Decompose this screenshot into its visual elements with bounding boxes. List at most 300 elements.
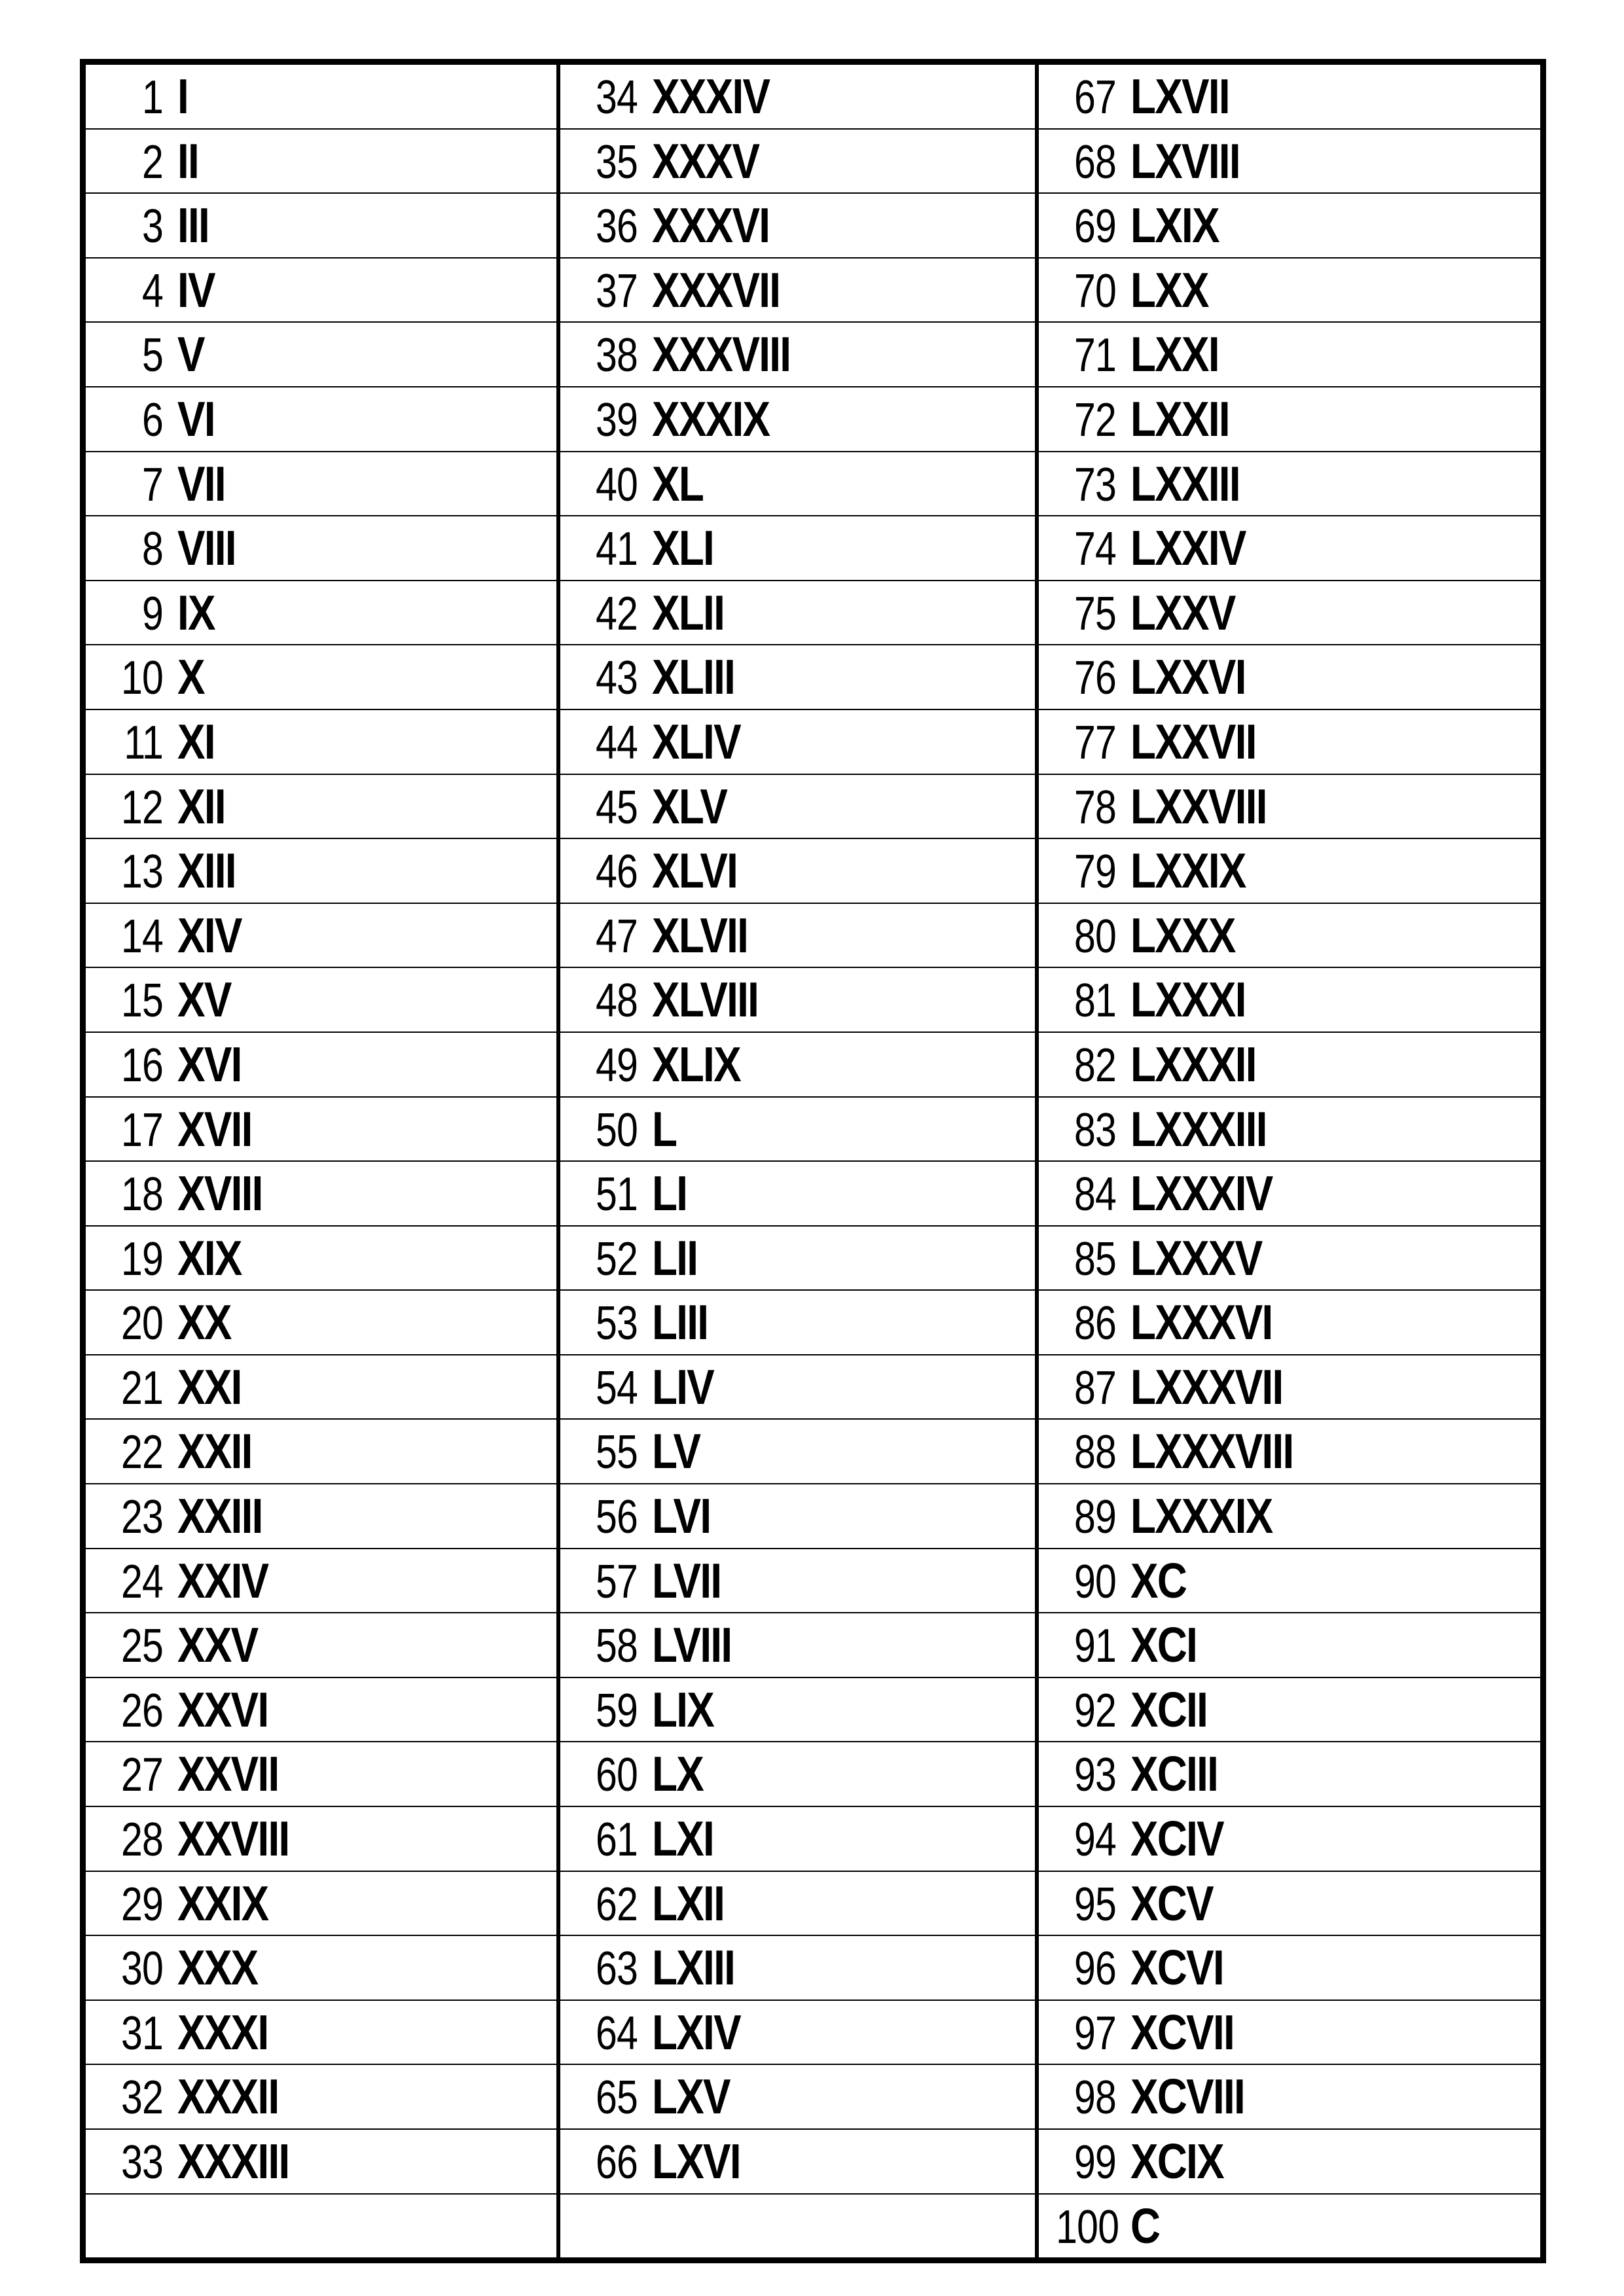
numeral-cell[interactable] <box>558 322 1037 387</box>
numeral-cell[interactable] <box>1037 967 1543 1032</box>
numeral-pair <box>86 1355 556 1419</box>
numeral-pair <box>560 323 1035 386</box>
arabic-number: 25 <box>120 1620 163 1673</box>
numeral-cell[interactable] <box>558 129 1037 194</box>
numeral-cell[interactable] <box>1037 452 1543 516</box>
numeral-cell[interactable] <box>558 581 1037 645</box>
roman-numeral: XCVI <box>1130 1940 1223 1996</box>
numeral-cell[interactable] <box>558 967 1037 1032</box>
arabic-number: 6 <box>141 393 163 446</box>
numeral-pair <box>86 1291 556 1354</box>
numeral-cell[interactable] <box>83 709 558 774</box>
numeral-cell[interactable] <box>83 1290 558 1355</box>
numeral-pair <box>560 2001 1035 2064</box>
arabic-number: 72 <box>1074 393 1116 446</box>
roman-numeral: XLIX <box>651 1036 740 1092</box>
roman-numeral: XXIX <box>177 1875 268 1931</box>
arabic-number: 76 <box>1074 652 1116 705</box>
numeral-pair <box>1039 1613 1541 1677</box>
numeral-cell[interactable] <box>1037 1613 1543 1677</box>
numeral-cell[interactable] <box>83 1097 558 1162</box>
numeral-pair <box>560 1613 1035 1677</box>
numeral-pair <box>560 2130 1035 2193</box>
arabic-number: 97 <box>1074 2007 1116 2060</box>
table-row <box>83 1226 1543 1291</box>
numeral-pair <box>560 710 1035 774</box>
roman-numeral: XXXI <box>177 2004 268 2060</box>
arabic-number: 27 <box>120 1749 163 1802</box>
roman-numeral: XII <box>177 778 225 834</box>
numeral-cell[interactable] <box>558 774 1037 839</box>
numeral-cell[interactable] <box>83 1742 558 1806</box>
numeral-cell[interactable] <box>83 129 558 194</box>
numeral-pair <box>560 452 1035 516</box>
numeral-pair <box>560 1742 1035 1806</box>
numeral-cell[interactable] <box>83 2000 558 2065</box>
numeral-cell[interactable] <box>83 516 558 581</box>
roman-numeral: LXV <box>651 2069 730 2125</box>
arabic-number: 60 <box>595 1749 638 1802</box>
arabic-number: 94 <box>1074 1814 1116 1867</box>
numeral-cell[interactable] <box>83 387 558 452</box>
numeral-cell[interactable] <box>558 1549 1037 1613</box>
numeral-cell[interactable] <box>1037 1161 1543 1226</box>
numeral-cell[interactable] <box>83 645 558 709</box>
roman-numeral: XLVIII <box>651 972 758 1028</box>
numeral-cell[interactable] <box>558 1742 1037 1806</box>
numeral-cell[interactable] <box>558 193 1037 258</box>
numeral-pair <box>1039 968 1541 1031</box>
arabic-number: 35 <box>595 135 638 188</box>
numeral-pair <box>560 968 1035 1031</box>
table-row <box>83 516 1543 581</box>
roman-numeral: LIX <box>651 1681 713 1737</box>
numeral-cell[interactable] <box>1037 193 1543 258</box>
numeral-pair <box>560 1936 1035 2000</box>
roman-numeral: LII <box>651 1230 697 1285</box>
numeral-cell[interactable] <box>558 2129 1037 2194</box>
numeral-pair <box>86 323 556 386</box>
table-row <box>83 645 1543 709</box>
table-row <box>83 1355 1543 1420</box>
numeral-cell[interactable] <box>1037 1742 1543 1806</box>
numeral-cell[interactable] <box>1037 1935 1543 2000</box>
numeral-pair <box>86 1033 556 1096</box>
table-row <box>83 387 1543 452</box>
numeral-cell[interactable] <box>558 1355 1037 1420</box>
roman-numeral: LXXI <box>1130 327 1219 382</box>
numeral-pair <box>560 1678 1035 1742</box>
arabic-number: 4 <box>141 264 163 317</box>
numeral-pair <box>1039 130 1541 193</box>
roman-numeral: LXXVIII <box>1130 778 1267 834</box>
numeral-cell[interactable] <box>83 193 558 258</box>
arabic-number: 98 <box>1074 2072 1116 2125</box>
roman-numeral: XVII <box>177 1101 252 1157</box>
numeral-cell[interactable] <box>1037 1549 1543 1613</box>
numeral-cell[interactable] <box>558 1161 1037 1226</box>
numeral-cell[interactable] <box>558 645 1037 709</box>
numeral-pair <box>1039 259 1541 322</box>
arabic-number: 43 <box>595 652 638 705</box>
arabic-number: 79 <box>1074 846 1116 899</box>
numeral-cell[interactable] <box>558 1226 1037 1291</box>
table-row <box>83 1613 1543 1677</box>
arabic-number: 90 <box>1074 1555 1116 1608</box>
roman-numeral: VII <box>177 456 225 511</box>
numeral-pair <box>560 904 1035 967</box>
numeral-cell[interactable] <box>1037 1677 1543 1742</box>
roman-numeral: LXXVII <box>1130 713 1256 769</box>
numeral-cell[interactable] <box>558 1097 1037 1162</box>
arabic-number: 28 <box>120 1814 163 1867</box>
roman-numeral: LXXXV <box>1130 1230 1262 1285</box>
numeral-cell[interactable] <box>1037 2194 1543 2261</box>
numeral-cell[interactable] <box>1037 516 1543 581</box>
arabic-number: 37 <box>595 264 638 317</box>
arabic-number: 96 <box>1074 1943 1116 1996</box>
arabic-number: 31 <box>120 2007 163 2060</box>
roman-numeral: LVIII <box>651 1617 731 1673</box>
numeral-cell[interactable] <box>83 1032 558 1097</box>
roman-numeral: XXX <box>177 1940 258 1996</box>
roman-numeral: LXIII <box>651 1940 734 1996</box>
numeral-cell[interactable] <box>83 1677 558 1742</box>
numeral-pair <box>1039 2065 1541 2128</box>
numeral-cell[interactable] <box>1037 581 1543 645</box>
numeral-cell[interactable] <box>83 1226 558 1291</box>
numeral-pair <box>560 130 1035 193</box>
numeral-cell[interactable] <box>558 1935 1037 2000</box>
numeral-pair <box>1039 2130 1541 2193</box>
arabic-number: 54 <box>595 1361 638 1414</box>
numeral-cell[interactable] <box>83 1806 558 1871</box>
roman-numeral: LVII <box>651 1552 721 1608</box>
numeral-pair <box>1039 1098 1541 1161</box>
numeral-pair <box>1039 65 1541 128</box>
arabic-number: 18 <box>120 1168 163 1221</box>
table-row <box>83 1806 1543 1871</box>
arabic-number: 64 <box>595 2007 638 2060</box>
numeral-cell[interactable] <box>83 2064 558 2129</box>
numeral-pair <box>86 1936 556 2000</box>
numeral-pair <box>1039 516 1541 580</box>
numeral-pair <box>86 2001 556 2064</box>
roman-numeral: IX <box>177 584 215 640</box>
numeral-cell[interactable] <box>1037 1355 1543 1420</box>
table-row <box>83 1484 1543 1549</box>
numeral-cell[interactable] <box>1037 62 1543 129</box>
arabic-number: 5 <box>141 329 163 382</box>
numeral-pair <box>86 1549 556 1613</box>
numeral-cell[interactable] <box>83 1935 558 2000</box>
numeral-pair <box>1039 194 1541 257</box>
arabic-number: 91 <box>1074 1620 1116 1673</box>
numeral-cell[interactable] <box>83 903 558 968</box>
arabic-number: 70 <box>1074 264 1116 317</box>
arabic-number: 51 <box>595 1168 638 1221</box>
table-row <box>83 581 1543 645</box>
numeral-cell[interactable] <box>83 1549 558 1613</box>
numeral-cell[interactable] <box>83 258 558 323</box>
numeral-cell[interactable] <box>558 1871 1037 1936</box>
arabic-number: 30 <box>120 1943 163 1996</box>
numeral-pair <box>86 1162 556 1225</box>
numeral-cell[interactable] <box>558 1677 1037 1742</box>
numeral-cell[interactable] <box>1037 903 1543 968</box>
arabic-number: 77 <box>1074 716 1116 769</box>
table-row <box>83 129 1543 194</box>
numeral-cell[interactable] <box>558 709 1037 774</box>
numeral-pair <box>1039 1420 1541 1483</box>
numeral-pair <box>86 130 556 193</box>
numeral-cell[interactable] <box>558 516 1037 581</box>
roman-numeral: II <box>177 133 199 188</box>
numeral-pair <box>86 65 556 128</box>
numeral-pair <box>1039 839 1541 903</box>
numeral-cell[interactable] <box>1037 709 1543 774</box>
roman-numeral: XXXIII <box>177 2134 289 2189</box>
numeral-cell[interactable] <box>1037 838 1543 903</box>
numeral-pair <box>86 1742 556 1806</box>
arabic-number: 32 <box>120 2072 163 2125</box>
roman-numeral: LVI <box>651 1488 710 1544</box>
numeral-cell[interactable] <box>83 452 558 516</box>
arabic-number: 82 <box>1074 1039 1116 1092</box>
numeral-cell[interactable] <box>558 838 1037 903</box>
arabic-number: 59 <box>595 1684 638 1737</box>
roman-numeral: LIII <box>651 1295 708 1350</box>
table-row <box>83 1935 1543 2000</box>
roman-numeral: XXXVI <box>651 198 769 253</box>
arabic-number: 14 <box>120 910 163 963</box>
roman-numeral: LXXXVIII <box>1130 1424 1293 1479</box>
arabic-number: 55 <box>595 1426 638 1479</box>
roman-numeral: XIX <box>177 1230 242 1285</box>
numeral-cell[interactable] <box>1037 1032 1543 1097</box>
table-row <box>83 1871 1543 1936</box>
numeral-pair <box>1039 1549 1541 1613</box>
empty-cell <box>560 2195 1035 2258</box>
numeral-cell[interactable] <box>83 1419 558 1484</box>
numeral-cell[interactable] <box>83 1161 558 1226</box>
arabic-number: 53 <box>595 1297 638 1350</box>
arabic-number: 41 <box>595 523 638 576</box>
numeral-pair <box>86 1872 556 1935</box>
numeral-cell[interactable] <box>1037 1290 1543 1355</box>
roman-numeral: XVIII <box>177 1166 262 1221</box>
numeral-pair <box>560 2065 1035 2128</box>
arabic-number: 19 <box>120 1232 163 1285</box>
table-row <box>83 2129 1543 2194</box>
numeral-cell[interactable] <box>558 452 1037 516</box>
numeral-cell[interactable] <box>83 774 558 839</box>
roman-numeral: XLII <box>651 584 724 640</box>
numeral-cell[interactable] <box>1037 322 1543 387</box>
numeral-pair <box>560 194 1035 257</box>
numeral-pair <box>1039 1742 1541 1806</box>
numeral-pair <box>560 1291 1035 1354</box>
numeral-pair <box>560 1033 1035 1096</box>
numeral-pair <box>86 194 556 257</box>
arabic-number: 21 <box>120 1361 163 1414</box>
roman-numeral: LXXII <box>1130 391 1229 446</box>
numeral-cell[interactable] <box>83 1871 558 1936</box>
arabic-number: 1 <box>141 71 163 124</box>
arabic-number: 56 <box>595 1491 638 1544</box>
table-row <box>83 1290 1543 1355</box>
roman-numeral: LXXVI <box>1130 649 1246 705</box>
table-row <box>83 1161 1543 1226</box>
arabic-number: 58 <box>595 1620 638 1673</box>
arabic-number: 48 <box>595 975 638 1028</box>
roman-numeral: XXI <box>177 1359 242 1414</box>
numeral-cell[interactable] <box>83 2129 558 2194</box>
numeral-pair <box>1039 1162 1541 1225</box>
numeral-pair <box>86 1484 556 1548</box>
numeral-cell[interactable] <box>558 387 1037 452</box>
numeral-pair <box>1039 1936 1541 2000</box>
numeral-pair <box>86 1098 556 1161</box>
roman-numeral: XIV <box>177 907 242 963</box>
numeral-pair <box>560 1162 1035 1225</box>
numeral-cell[interactable] <box>1037 1097 1543 1162</box>
arabic-number: 62 <box>595 1878 638 1931</box>
numeral-cell[interactable] <box>1037 2000 1543 2065</box>
arabic-number: 46 <box>595 846 638 899</box>
numeral-pair <box>1039 323 1541 386</box>
numeral-cell[interactable] <box>558 1613 1037 1677</box>
numeral-pair <box>560 1872 1035 1935</box>
numeral-cell[interactable] <box>1037 1419 1543 1484</box>
numeral-cell[interactable] <box>558 1806 1037 1871</box>
arabic-number: 73 <box>1074 458 1116 511</box>
roman-numeral: XXVII <box>177 1746 279 1802</box>
roman-numeral: XCIV <box>1130 1811 1223 1867</box>
roman-numeral: XXIII <box>177 1488 262 1544</box>
roman-numeral: LXXXVII <box>1130 1359 1283 1414</box>
roman-numeral: VIII <box>177 520 236 576</box>
roman-numeral: XI <box>177 713 215 769</box>
arabic-number: 10 <box>120 652 163 705</box>
numeral-pair <box>560 581 1035 645</box>
arabic-number: 15 <box>120 975 163 1028</box>
numeral-cell[interactable] <box>558 62 1037 129</box>
numeral-cell[interactable] <box>558 1032 1037 1097</box>
numeral-pair <box>1039 1033 1541 1096</box>
arabic-number: 33 <box>120 2136 163 2189</box>
arabic-number: 38 <box>595 329 638 382</box>
roman-numeral: LXXXIII <box>1130 1101 1267 1157</box>
numeral-pair <box>86 839 556 903</box>
numeral-cell[interactable] <box>1037 1871 1543 1936</box>
numeral-cell[interactable] <box>1037 1484 1543 1549</box>
arabic-number: 26 <box>120 1684 163 1737</box>
roman-numeral: XV <box>177 972 231 1028</box>
numeral-cell[interactable] <box>558 2194 1037 2261</box>
arabic-number: 84 <box>1074 1168 1116 1221</box>
roman-numeral: L <box>651 1101 676 1157</box>
arabic-number: 42 <box>595 587 638 640</box>
roman-numeral: LXX <box>1130 262 1208 317</box>
numeral-cell[interactable] <box>1037 1806 1543 1871</box>
numeral-cell[interactable] <box>558 2000 1037 2065</box>
numeral-cell[interactable] <box>558 2064 1037 2129</box>
numeral-cell[interactable] <box>83 581 558 645</box>
numeral-cell[interactable] <box>83 2194 558 2261</box>
numeral-cell[interactable] <box>558 903 1037 968</box>
numeral-cell[interactable] <box>83 62 558 129</box>
roman-numeral: LXXXIX <box>1130 1488 1272 1544</box>
arabic-number: 7 <box>141 458 163 511</box>
roman-numeral: XXXV <box>651 133 759 188</box>
numeral-cell[interactable] <box>1037 129 1543 194</box>
roman-numeral: LI <box>651 1166 687 1221</box>
numeral-cell[interactable] <box>83 1484 558 1549</box>
table-row <box>83 967 1543 1032</box>
roman-numeral: LXXIX <box>1130 843 1246 899</box>
numeral-pair <box>560 259 1035 322</box>
roman-numeral: LXXXII <box>1130 1036 1256 1092</box>
numeral-cell[interactable] <box>1037 774 1543 839</box>
numeral-cell[interactable] <box>83 967 558 1032</box>
numeral-cell[interactable] <box>1037 387 1543 452</box>
numeral-cell[interactable] <box>1037 2064 1543 2129</box>
arabic-number: 39 <box>595 393 638 446</box>
table-row <box>83 774 1543 839</box>
roman-numeral: XLV <box>651 778 727 834</box>
arabic-number: 66 <box>595 2136 638 2189</box>
numeral-pair <box>86 581 556 645</box>
arabic-number: 67 <box>1074 71 1116 124</box>
arabic-number: 40 <box>595 458 638 511</box>
table-row <box>83 1742 1543 1806</box>
numeral-cell[interactable] <box>558 1419 1037 1484</box>
roman-numeral: LXXXVI <box>1130 1295 1272 1350</box>
numeral-cell[interactable] <box>558 258 1037 323</box>
numeral-cell[interactable] <box>83 1613 558 1677</box>
numeral-cell[interactable] <box>83 322 558 387</box>
numeral-cell[interactable] <box>558 1290 1037 1355</box>
roman-numeral: XLIII <box>651 649 734 705</box>
roman-numeral: XCVIII <box>1130 2069 1244 2125</box>
arabic-number: 95 <box>1074 1878 1116 1931</box>
numeral-pair <box>560 839 1035 903</box>
numeral-pair <box>86 1613 556 1677</box>
numeral-cell[interactable] <box>558 1484 1037 1549</box>
numeral-pair <box>1039 581 1541 645</box>
numeral-cell[interactable] <box>83 838 558 903</box>
arabic-number: 45 <box>595 781 638 834</box>
numeral-pair <box>560 1484 1035 1548</box>
roman-numeral: XLVI <box>651 843 737 899</box>
numeral-pair <box>1039 1807 1541 1871</box>
numeral-pair <box>1039 904 1541 967</box>
roman-numeral: VI <box>177 391 215 446</box>
roman-numeral: LX <box>651 1746 703 1802</box>
roman-numeral: LXXXI <box>1130 972 1246 1028</box>
roman-numeral: XLVII <box>651 907 748 963</box>
numeral-cell[interactable] <box>1037 1226 1543 1291</box>
numeral-cell[interactable] <box>1037 645 1543 709</box>
numeral-cell[interactable] <box>1037 258 1543 323</box>
arabic-number: 23 <box>120 1491 163 1544</box>
table-row <box>83 1549 1543 1613</box>
numeral-cell[interactable] <box>83 1355 558 1420</box>
arabic-number: 78 <box>1074 781 1116 834</box>
numeral-cell[interactable] <box>1037 2129 1543 2194</box>
numeral-pair <box>86 904 556 967</box>
